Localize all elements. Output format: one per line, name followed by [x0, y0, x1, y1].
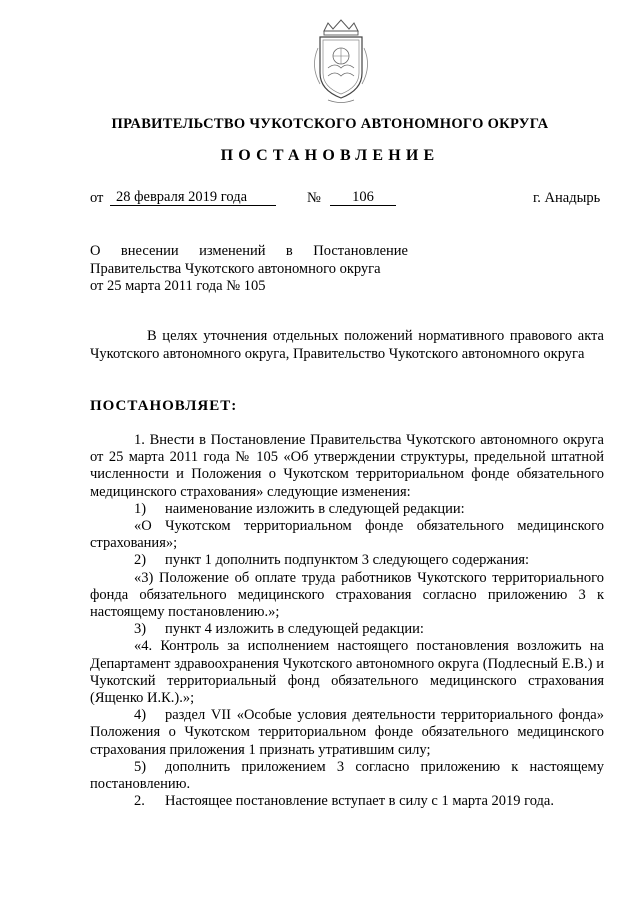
decree-body — [90, 432, 604, 810]
item-1: 1. Внести в Постановление Правительства Чукотского автономного округа от 25 марта 2011 года № 105 «Об утверждении структуры, предельной штатной численности и Положения о Чукотском территориальном фонде обязательного медицинского страхования» следующие изменения: — [90, 432, 604, 500]
subitem-1 — [90, 501, 604, 518]
subitem-4-text: раздел VII «Особые условия деятельности территориального фонда» Положения о Чукотском территориальном фонде обязательного медицинского страхования приложения 1 признать утратившим силу; — [90, 707, 604, 758]
subitem-2-number: 2) — [134, 552, 147, 569]
subitem-5-text: дополнить приложением 3 согласно приложению к настоящему постановлению. — [90, 758, 604, 793]
item-2 — [90, 793, 604, 810]
subitem-5 — [90, 759, 604, 793]
decree-word: ПОСТАНОВЛЯЕТ: — [90, 398, 238, 414]
title-line-3: от 25 марта 2011 года № 105 — [90, 278, 266, 294]
document-date: 28 февраля 2019 года — [110, 190, 276, 206]
date-prefix: от — [90, 190, 104, 206]
subitem-2 — [90, 552, 604, 569]
subitem-1-text: наименование изложить в следующей редакции: — [165, 500, 465, 517]
subitem-4 — [90, 707, 604, 759]
subitem-2-quote: «3) Положение об оплате труда работников Чукотского территориального фонда обязательного медицинского страхования согласно приложению 3 к настоящему постановлению.»; — [90, 569, 604, 621]
coat-of-arms-icon — [300, 18, 382, 106]
subitem-3-text: пункт 4 изложить в следующей редакции: — [165, 621, 424, 638]
document-title — [90, 243, 408, 296]
document-number: 106 — [330, 190, 396, 206]
subitem-3-number: 3) — [134, 621, 147, 638]
preamble-paragraph: В целях уточнения отдельных положений нормативного правового акта Чукотского автономного округа, Правительство Чукотского автономного округа — [90, 328, 604, 362]
organization-heading: ПРАВИТЕЛЬСТВО ЧУКОТСКОГО АВТОНОМНОГО ОКРУГА — [111, 116, 549, 132]
title-line-2: Правительства Чукотского автономного округа — [90, 260, 381, 277]
subitem-2-text: пункт 1 дополнить подпунктом 3 следующего содержания: — [165, 552, 530, 569]
subitem-3-quote: «4. Контроль за исполнением настоящего постановления возложить на Департамент здравоохранения Чукотского автономного округа (Подлесный Е.В.) и Чукотский территориальный фонд обязательного медицинского страхования (Ященко И.К.).»; — [90, 638, 604, 707]
subitem-5-number: 5) — [134, 758, 147, 775]
subitem-1-quote: «О Чукотском территориальном фонде обязательного медицинского страхования»; — [90, 518, 604, 552]
subitem-4-number: 4) — [134, 707, 147, 724]
document-type-heading: ПОСТАНОВЛЕНИЕ — [220, 147, 440, 164]
number-label: № — [307, 190, 321, 206]
document-place: г. Анадырь — [533, 190, 601, 206]
subitem-3 — [90, 621, 604, 638]
title-line-1: О внесении изменений в Постановление — [90, 243, 408, 259]
subitem-1-number: 1) — [134, 500, 147, 517]
item-2-text: Настоящее постановление вступает в силу с 1 марта 2019 года. — [165, 793, 554, 810]
item-2-number: 2. — [134, 793, 145, 810]
